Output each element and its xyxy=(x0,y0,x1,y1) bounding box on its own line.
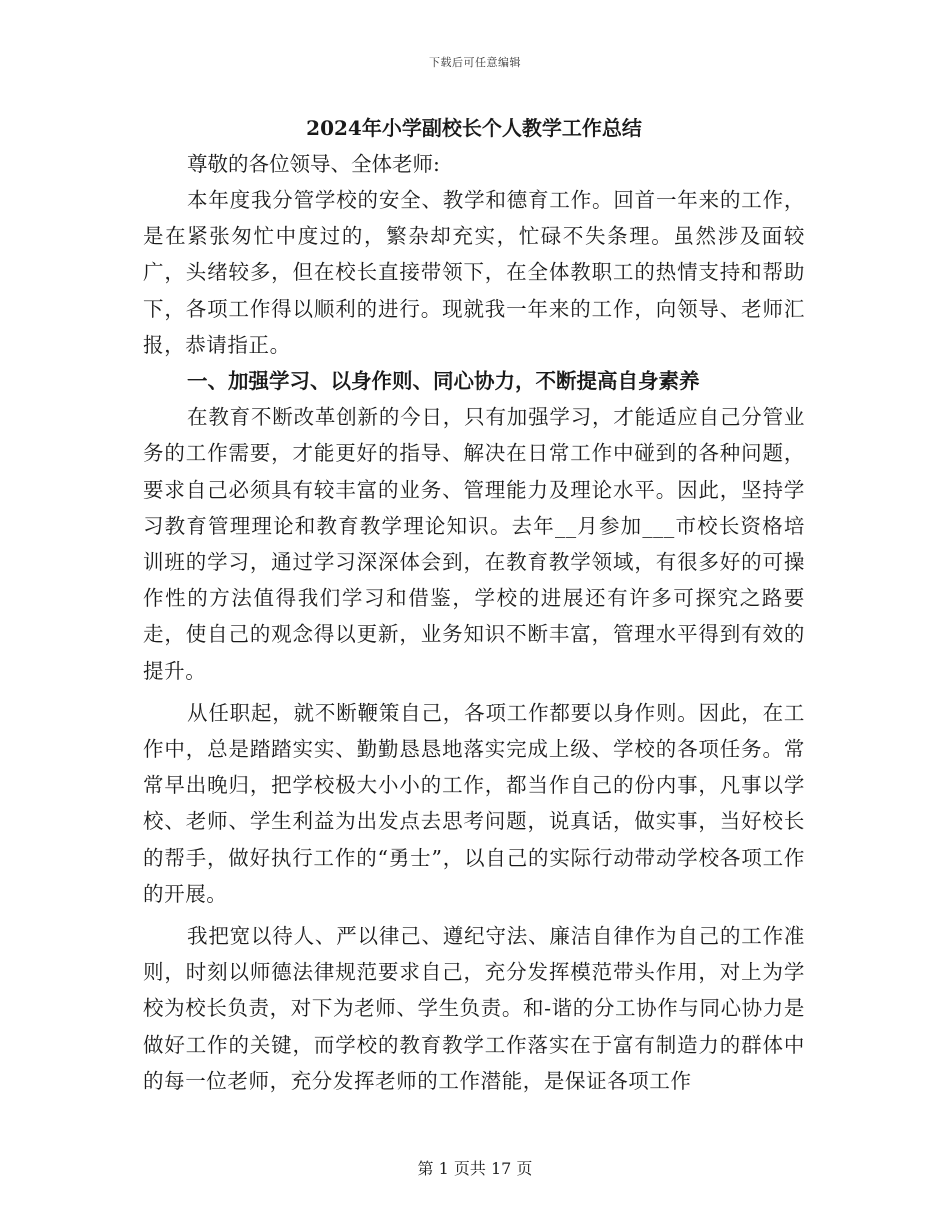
document-body xyxy=(143,110,805,1099)
page-header-note: 下载后可任意编辑 xyxy=(429,56,521,69)
section-heading-1: 一、加强学习、以身作则、同心协力，不断提高自身素养 xyxy=(187,369,700,394)
document-title: 2024年小学副校长个人教学工作总结 xyxy=(306,116,642,140)
greeting-line: 尊敬的各位领导、全体老师: xyxy=(187,152,440,176)
section-1-paragraph-2: 从任职起，就不断鞭策自己，各项工作都要以身作则。因此，在工作中，总是踏踏实实、勤勤恳恳地落实完成上级、学校的各项任务。常常早出晚归，把学校极大小小的工作，都当作自己的份内事，凡事以学校、老师、学生利益为出发点去思考问题，说真话，做实事，当好校长的帮手，做好执行工作的“勇士”，以自己的实际行动带动学校各项工作的开展。 xyxy=(143,700,805,906)
section-1-paragraph-3: 我把宽以待人、严以律己、遵纪守法、廉洁自律作为自己的工作准则，时刻以师德法律规范要求自己，充分发挥模范带头作用，对上为学校为校长负责，对下为老师、学生负责。和-谐的分工协作与同心协力是做好工作的关键，而学校的教育教学工作落实在于富有制造力的群体中的每一位老师，充分发挥老师的工作潜能，是保证各项工作 xyxy=(143,924,805,1093)
section-1-paragraph-1: 在教育不断改革创新的今日，只有加强学习，才能适应自己分管业务的工作需要，才能更好的指导、解决在日常工作中碰到的各种问题，要求自己必须具有较丰富的业务、管理能力及理论水平。因此，坚持学习教育管理理论和教育教学理论知识。去年__月参加___市校长资格培训班的学习，通过学习深深体会到，在教育教学领域，有很多好的可操作性的方法值得我们学习和借鉴，学校的进展还有许多可探究之路要走，使自己的观念得以更新，业务知识不断丰富，管理水平得到有效的提升。 xyxy=(143,405,805,683)
intro-paragraph: 本年度我分管学校的安全、教学和德育工作。回首一年来的工作，是在紧张匆忙中度过的，繁杂却充实，忙碌不失条理。虽然涉及面较广，头绪较多，但在校长直接带领下，在全体教职工的热情支持和帮助下，各项工作得以顺利的进行。现就我一年来的工作，向领导、老师汇报，恭请指正。 xyxy=(143,188,805,357)
page-number-footer: 第 1 页共 17 页 xyxy=(417,1159,533,1178)
